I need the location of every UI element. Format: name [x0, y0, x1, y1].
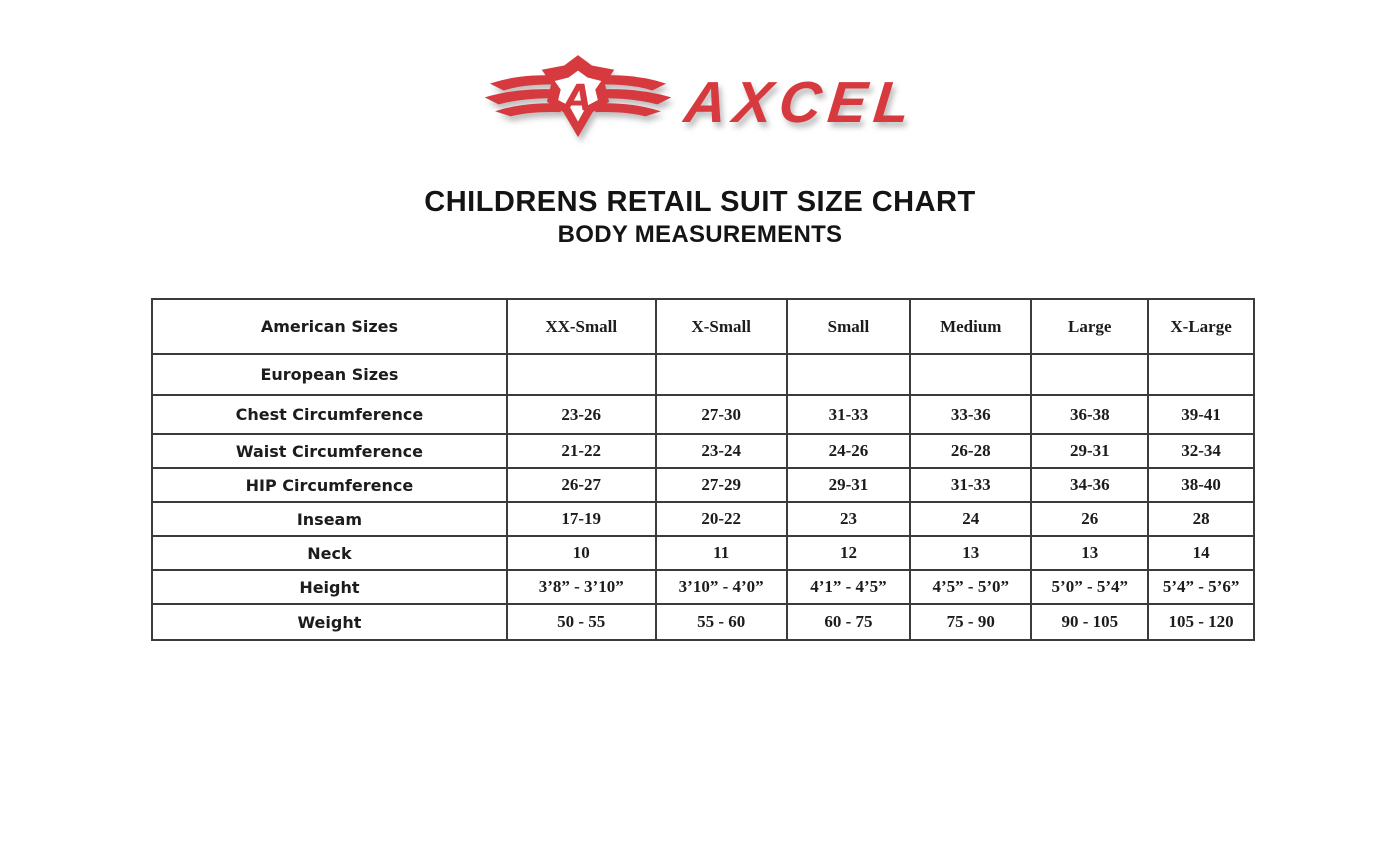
table-cell: 12 [787, 536, 910, 570]
table-cell [1031, 354, 1148, 395]
table-cell: 27-30 [656, 395, 787, 434]
table-cell: 21-22 [507, 434, 656, 468]
row-label: Inseam [152, 502, 507, 536]
table-cell: 31-33 [787, 395, 910, 434]
table-cell [656, 354, 787, 395]
table-cell: 23 [787, 502, 910, 536]
table-cell: 90 - 105 [1031, 604, 1148, 640]
table-cell: 38-40 [1148, 468, 1254, 502]
table-cell: 3’10” - 4’0” [656, 570, 787, 604]
table-cell [1148, 354, 1254, 395]
winged-shield-a-icon [483, 52, 673, 148]
table-row-inseam [152, 502, 1254, 536]
table-cell: 17-19 [507, 502, 656, 536]
table-row-weight [152, 604, 1254, 640]
table-row-european-sizes [152, 354, 1254, 395]
table-cell: 24-26 [787, 434, 910, 468]
table-row-neck [152, 536, 1254, 570]
table-row-chest-circumference [152, 395, 1254, 434]
page-subtitle: BODY MEASUREMENTS [557, 221, 843, 248]
table-cell: 32-34 [1148, 434, 1254, 468]
table-header-row [152, 299, 1254, 354]
table-cell: 5’0” - 5’4” [1031, 570, 1148, 604]
table-cell: 36-38 [1031, 395, 1148, 434]
table-cell: 24 [910, 502, 1031, 536]
table-cell: 55 - 60 [656, 604, 787, 640]
column-header-x-small: X-Small [656, 299, 787, 354]
table-row-height [152, 570, 1254, 604]
row-label: HIP Circumference [152, 468, 507, 502]
table-cell: 23-26 [507, 395, 656, 434]
table-cell [910, 354, 1031, 395]
brand-wordmark: AXCEL [681, 70, 920, 135]
table-cell: 34-36 [1031, 468, 1148, 502]
page-title: CHILDRENS RETAIL SUIT SIZE CHART [424, 186, 976, 218]
table-cell: 39-41 [1148, 395, 1254, 434]
row-label: Waist Circumference [152, 434, 507, 468]
row-label: Chest Circumference [152, 395, 507, 434]
column-header-american-sizes: American Sizes [152, 299, 507, 354]
table-cell: 29-31 [1031, 434, 1148, 468]
table-cell: 10 [507, 536, 656, 570]
column-header-large: Large [1031, 299, 1148, 354]
table-cell: 13 [910, 536, 1031, 570]
size-chart-table [151, 298, 1255, 641]
table-cell: 14 [1148, 536, 1254, 570]
column-header-x-large: X-Large [1148, 299, 1254, 354]
table-cell: 75 - 90 [910, 604, 1031, 640]
svg-text:A: A [564, 76, 593, 120]
column-header-xx-small: XX-Small [507, 299, 656, 354]
table-cell [507, 354, 656, 395]
table-cell: 28 [1148, 502, 1254, 536]
row-label: Neck [152, 536, 507, 570]
table-cell: 60 - 75 [787, 604, 910, 640]
table-cell [787, 354, 910, 395]
table-cell: 4’1” - 4’5” [787, 570, 910, 604]
table-cell: 11 [656, 536, 787, 570]
row-label: Height [152, 570, 507, 604]
table-cell: 26-27 [507, 468, 656, 502]
table-cell: 23-24 [656, 434, 787, 468]
table-cell: 50 - 55 [507, 604, 656, 640]
table-cell: 31-33 [910, 468, 1031, 502]
table-cell: 105 - 120 [1148, 604, 1254, 640]
table-row-waist-circumference [152, 434, 1254, 468]
column-header-small: Small [787, 299, 910, 354]
row-label: Weight [152, 604, 507, 640]
brand-logo [0, 52, 1400, 148]
table-cell: 33-36 [910, 395, 1031, 434]
table-cell: 26-28 [910, 434, 1031, 468]
row-label: European Sizes [152, 354, 507, 395]
table-cell: 3’8” - 3’10” [507, 570, 656, 604]
table-row-hip-circumference [152, 468, 1254, 502]
column-header-medium: Medium [910, 299, 1031, 354]
table-cell: 27-29 [656, 468, 787, 502]
table-cell: 4’5” - 5’0” [910, 570, 1031, 604]
table-cell: 13 [1031, 536, 1148, 570]
table-cell: 26 [1031, 502, 1148, 536]
table-cell: 29-31 [787, 468, 910, 502]
table-cell: 20-22 [656, 502, 787, 536]
table-cell: 5’4” - 5’6” [1148, 570, 1254, 604]
